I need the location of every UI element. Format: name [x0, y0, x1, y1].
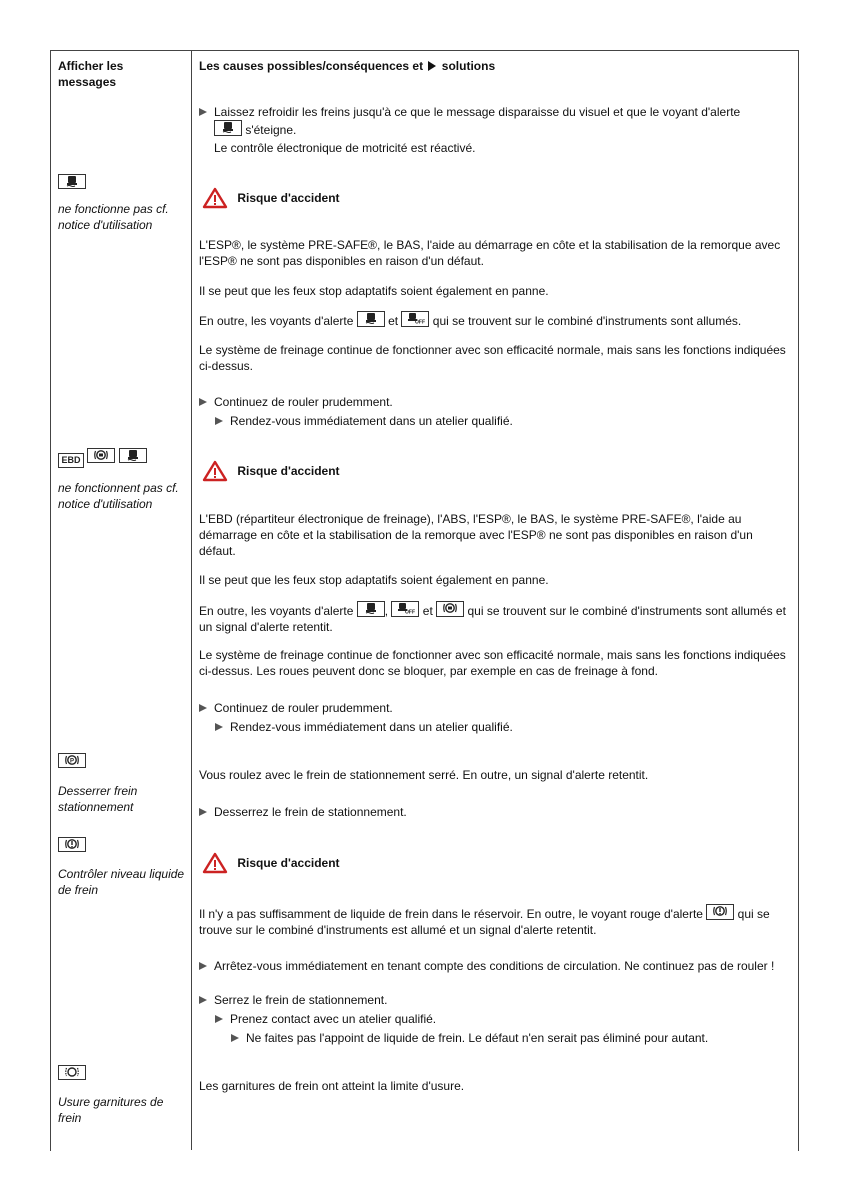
section2-label: ne fonctionnent pas cf. notice d'utilisation [58, 481, 179, 511]
svg-text:P: P [70, 758, 75, 765]
section0-step1-text-a: Laissez refroidir les freins jusqu'à ce que le message disparaisse du visuel et que le voyant d'alerte [214, 105, 741, 119]
section1-p3-a: En outre, les voyants d'alerte [199, 314, 354, 328]
section4-label: Contrôler niveau liquide de frein [58, 867, 185, 897]
section0-step1 [199, 104, 791, 138]
bullet-arrow-icon [215, 1015, 223, 1023]
header-col1: Afficher les messages [58, 59, 124, 89]
bullet-arrow-icon [199, 808, 207, 816]
section1-step1 [199, 394, 791, 410]
warning-triangle-icon [202, 187, 228, 209]
section5-label: Usure garnitures de frein [58, 1095, 164, 1125]
bullet-arrow-icon [199, 398, 207, 406]
bullet-arrow-icon [199, 108, 207, 116]
header-col2 [199, 58, 791, 74]
section4-step3-text: Prenez contact avec un atelier qualifié. [230, 1012, 437, 1026]
section4-step2-text: Serrez le frein de stationnement. [214, 993, 388, 1007]
esp-warning-icon [58, 174, 86, 189]
section1-p3-c: qui se trouvent sur le combiné d'instruments sont allumés. [432, 314, 742, 328]
section1-step2 [215, 413, 791, 429]
bullet-arrow-icon [199, 704, 207, 712]
section4-p1-a: Il n'y a pas suffisamment de liquide de frein dans le réservoir. En outre, le voyant rouge d'alerte [199, 907, 703, 921]
section1-p4: Le système de freinage continue de fonctionner avec son efficacité normale, mais sans les fonctions indiquées ci-dessus. [199, 343, 786, 373]
brake-fluid-icon [58, 837, 86, 852]
warning-triangle-icon [202, 460, 228, 482]
section1-warning [202, 187, 340, 209]
section2-p3-d: qui se trouvent sur le combiné d'instruments sont allumés et un signal d'alerte retentit. [199, 604, 786, 634]
section2-step1 [199, 700, 791, 716]
bullet-arrow-icon [199, 996, 207, 1004]
section5-icon-box [58, 1065, 86, 1082]
section2-warning [202, 460, 340, 482]
brake-wear-icon [58, 1065, 86, 1080]
section2-p4: Le système de freinage continue de fonctionner avec son efficacité normale, mais sans les fonctions indiquées ci-dessus. Les roues peuvent donc se bloquer, par exemple en cas de freinage à fond. [199, 648, 786, 678]
section2-p3-b: , [384, 604, 389, 618]
section0-step1-text-b: s'éteigne. [245, 123, 297, 137]
abs-icon [87, 448, 115, 463]
section4-warning-text: Risque d'accident [237, 856, 340, 870]
section1-p3-b: et [388, 314, 399, 328]
warning-triangle-icon [202, 852, 228, 874]
section2-warning-text: Risque d'accident [237, 464, 340, 478]
section3-label: Desserrer frein stationnement [58, 784, 138, 814]
section2-step2 [215, 719, 791, 735]
section1-warning-text: Risque d'accident [237, 191, 340, 205]
esp-off-icon [401, 311, 429, 327]
esp-off-icon [391, 601, 419, 617]
header-col2-suffix: solutions [441, 59, 496, 73]
section3-icon-box [58, 753, 86, 770]
section1-step1-text: Continuez de rouler prudemment. [214, 395, 393, 409]
section4-step3 [215, 1011, 791, 1027]
header-col2-prefix: Les causes possibles/conséquences et [199, 59, 424, 73]
svg-text:OFF: OFF [405, 609, 416, 616]
bullet-arrow-icon [231, 1034, 239, 1042]
bullet-arrow-icon [215, 723, 223, 731]
esp-warning-icon [357, 311, 385, 327]
section4-step4-text: Ne faites pas l'appoint de liquide de frein. Le défaut n'en serait pas éliminé pour autant. [246, 1031, 709, 1045]
section2-step2-text: Rendez-vous immédiatement dans un atelier qualifié. [230, 720, 513, 734]
section4-warning [202, 852, 340, 874]
section1-p2: Il se peut que les feux stop adaptatifs soient également en panne. [199, 284, 549, 298]
section3-p1: Vous roulez avec le frein de stationnement serré. En outre, un signal d'alerte retentit. [199, 768, 649, 782]
section4-p1 [199, 904, 791, 938]
esp-warning-icon [214, 120, 242, 136]
section4-step1 [199, 958, 791, 974]
section2-p3 [199, 601, 791, 635]
section2-p3-a: En outre, les voyants d'alerte [199, 604, 354, 618]
section1-p1: L'ESP®, le système PRE-SAFE®, le BAS, l'aide au démarrage en côte et la stabilisation de la remorque avec l'ESP® ne sont pas disponibles en raison d'un défaut. [199, 238, 781, 268]
bullet-arrow-icon [199, 962, 207, 970]
section2-p2: Il se peut que les feux stop adaptatifs soient également en panne. [199, 573, 549, 587]
section5-p1: Les garnitures de frein ont atteint la limite d'usure. [199, 1079, 465, 1093]
section2-p1: L'EBD (répartiteur électronique de freinage), l'ABS, l'ESP®, le BAS, le système PRE-SAFE®, l'aide au démarrage en côte et la stabilisation de la remorque avec l'ESP® ne sont pas disponibles en raison d'un défaut. [199, 512, 753, 558]
section1-label: ne fonctionne pas cf. notice d'utilisation [58, 202, 169, 232]
section1-icon-box [58, 174, 86, 191]
section2-step1-text: Continuez de rouler prudemment. [214, 701, 393, 715]
section4-step2 [199, 992, 791, 1008]
bullet-arrow-icon [215, 417, 223, 425]
column-divider [191, 50, 192, 1150]
section4-icon-box [58, 837, 86, 854]
section0-note: Le contrôle électronique de motricité est réactivé. [214, 141, 476, 155]
brake-fluid-icon [706, 904, 734, 920]
svg-text:OFF: OFF [415, 319, 426, 326]
section2-icon-row [58, 448, 147, 468]
section2-p3-c: et [422, 604, 433, 618]
section3-step1-text: Desserrez le frein de stationnement. [214, 805, 407, 819]
section4-p1-b: qui se trouve sur le combiné d'instruments est allumé et un signal d'alerte retentit. [199, 907, 770, 937]
section4-step4 [231, 1030, 791, 1046]
parking-brake-icon [58, 753, 86, 768]
section3-step1 [199, 804, 791, 820]
section1-p3 [199, 311, 791, 329]
abs-icon [436, 601, 464, 617]
section1-step2-text: Rendez-vous immédiatement dans un atelier qualifié. [230, 414, 513, 428]
ebd-icon: EBD [58, 453, 84, 468]
section4-step1-text: Arrêtez-vous immédiatement en tenant compte des conditions de circulation. Ne continuez pas de rouler ! [214, 959, 775, 973]
esp-warning-icon [357, 601, 385, 617]
header-arrow-icon [428, 61, 436, 71]
esp-warning-icon [119, 448, 147, 463]
